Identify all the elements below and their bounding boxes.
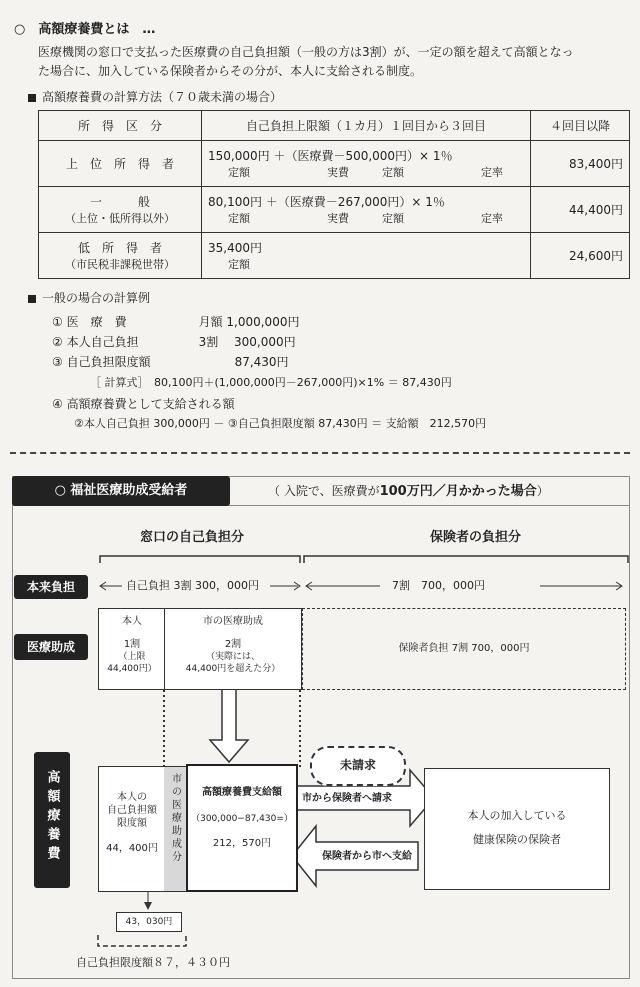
cat-label: 一 般 xyxy=(89,195,150,209)
condition-pre: （ 入院で、医療費が xyxy=(268,484,380,498)
self-limit-3: 限度額 xyxy=(117,818,147,829)
arrowhead xyxy=(144,902,152,910)
row-label-kogaku xyxy=(34,752,70,888)
kogaku-amount-box xyxy=(186,764,298,892)
small-amount-box xyxy=(116,912,182,932)
formula-labels: 定額 xyxy=(228,258,250,271)
small-amount-text: 43，030円 xyxy=(125,917,173,927)
city-aid-vertical-text: 市の医療助成分 xyxy=(169,773,181,864)
honnin-box xyxy=(98,608,166,690)
brace-left xyxy=(100,556,300,563)
cat-label: 上 位 所 得 者 xyxy=(65,157,174,171)
header-limit: 自己負担上限額（１カ月）１回目から３回目 xyxy=(202,111,531,141)
kogaku-title: 高額療養費支給額 xyxy=(202,787,282,798)
example-line-1: ① 医 療 費 月額 1,000,000円 xyxy=(52,315,300,329)
example-line-5: ④ 高額療養費として支給される額 xyxy=(52,397,235,411)
after-cell: 44,400円 xyxy=(531,187,630,233)
honnin-limit-value: 44,400円） xyxy=(107,664,157,674)
honnin-ratio: 1割 xyxy=(123,639,141,650)
cat-sub: （市民税非課税世帯） xyxy=(65,258,175,271)
down-arrow-icon xyxy=(210,686,248,762)
window-share-heading: 窓口の自己負担分 xyxy=(140,530,245,545)
insurer-share-heading: 保険者の負担分 xyxy=(430,530,522,545)
insurer-box-line-2: 健康保険の保険者 xyxy=(473,833,561,846)
formula-labels: 定額 実費 定額 定率 xyxy=(228,166,503,179)
cat-sub: （上位・低所得以外） xyxy=(65,212,175,225)
brace-right xyxy=(304,556,628,563)
formula-labels: 定額 実費 定額 定率 xyxy=(228,212,503,225)
header-fourth: ４回目以降 xyxy=(531,111,630,141)
cat-label: 低 所 得 者 xyxy=(77,241,162,255)
city-aid-box xyxy=(164,608,302,690)
row-label-kogaku-text: 高額療養費 xyxy=(44,770,60,865)
row-label-medical-aid: 医療助成 xyxy=(14,634,88,660)
bottom-total-text: 自己負担限度額８７，４３０円 xyxy=(76,956,230,969)
city-actual: （実際には、 xyxy=(205,652,260,662)
honnin-limit: （上限 xyxy=(118,652,146,662)
header-income: 所 得 区 分 xyxy=(39,111,202,141)
section-title-kogaku: ○ 高額療養費とは … xyxy=(14,22,156,37)
pay-arrow-label: 保険者から市へ支給 xyxy=(322,851,412,862)
example-heading-text: 一般の場合の計算例 xyxy=(42,291,151,305)
insurer-box-line-1: 本人の加入している xyxy=(467,809,567,822)
row1-left-text: 自己負担 3割 300，000円 xyxy=(126,579,259,592)
self-limit-1: 本人の xyxy=(117,792,147,803)
description-line-2: た場合に、加入している保険者からその分が、本人に支給される制度。 xyxy=(38,64,423,78)
example-line-2: ② 本人自己負担 3割 300,000円 xyxy=(52,335,296,349)
after-cell: 24,600円 xyxy=(531,233,630,279)
formula: 80,100円 ＋（医療費－267,000円）× 1％ xyxy=(208,195,445,209)
bottom-brace xyxy=(98,935,186,946)
insurer-burden-text: 保険者負担 7割 700，000円 xyxy=(398,643,530,654)
insurer-box xyxy=(424,768,610,890)
city-aid-vertical-box xyxy=(164,766,186,892)
row-label-original-burden: 本来負担 xyxy=(14,575,88,599)
formula: 150,000円 ＋（医療費－500,000円）× 1％ xyxy=(208,149,453,163)
example-line-4: ［ 計算式］ 80,100円＋(1,000,000円－267,000円)×1% ＝ 87,430円 xyxy=(90,376,452,389)
insurer-burden-box xyxy=(302,608,626,690)
condition-post: ） xyxy=(536,484,549,498)
city-aid-ratio: 2割 xyxy=(224,639,242,650)
self-limit-box xyxy=(98,766,166,892)
city-actual-2: 44,400円を超えた分） xyxy=(185,664,281,674)
unclaimed-badge xyxy=(310,746,406,786)
honnin-label: 本人 xyxy=(122,616,142,627)
description-line-1: 医療機関の窓口で支払った医療費の自己負担額（一般の方は3割）が、一定の額を超えて高額となっ xyxy=(38,45,574,59)
unclaimed-text: 未請求 xyxy=(339,758,376,772)
after-cell: 83,400円 xyxy=(531,141,630,187)
row1-right-text: 7割 700，000円 xyxy=(392,579,485,592)
kogaku-value: 212，570円 xyxy=(212,838,272,849)
self-limit-value: 44，400円 xyxy=(106,843,158,854)
formula: 35,400円 xyxy=(208,241,262,255)
example-line-3: ③ 自己負担限度額 87,430円 xyxy=(52,355,289,369)
self-limit-2: 自己負担額 xyxy=(107,805,157,816)
kogaku-formula: （300,000−87,430=） xyxy=(191,814,293,824)
condition-bold: 100万円／月かかった場合 xyxy=(379,484,537,499)
example-line-6: ②本人自己負担 300,000円 － ③自己負担限度額 87,430円 ＝ 支給額 212,570円 xyxy=(74,417,487,430)
calc-method-heading-text: 高額療養費の計算方法（７０歳未満の場合） xyxy=(42,90,283,104)
request-arrow-label: 市から保険者へ請求 xyxy=(302,793,392,804)
city-aid-label: 市の医療助成 xyxy=(203,616,263,627)
section2-title: ○ 福祉医療助成受給者 xyxy=(12,476,230,506)
